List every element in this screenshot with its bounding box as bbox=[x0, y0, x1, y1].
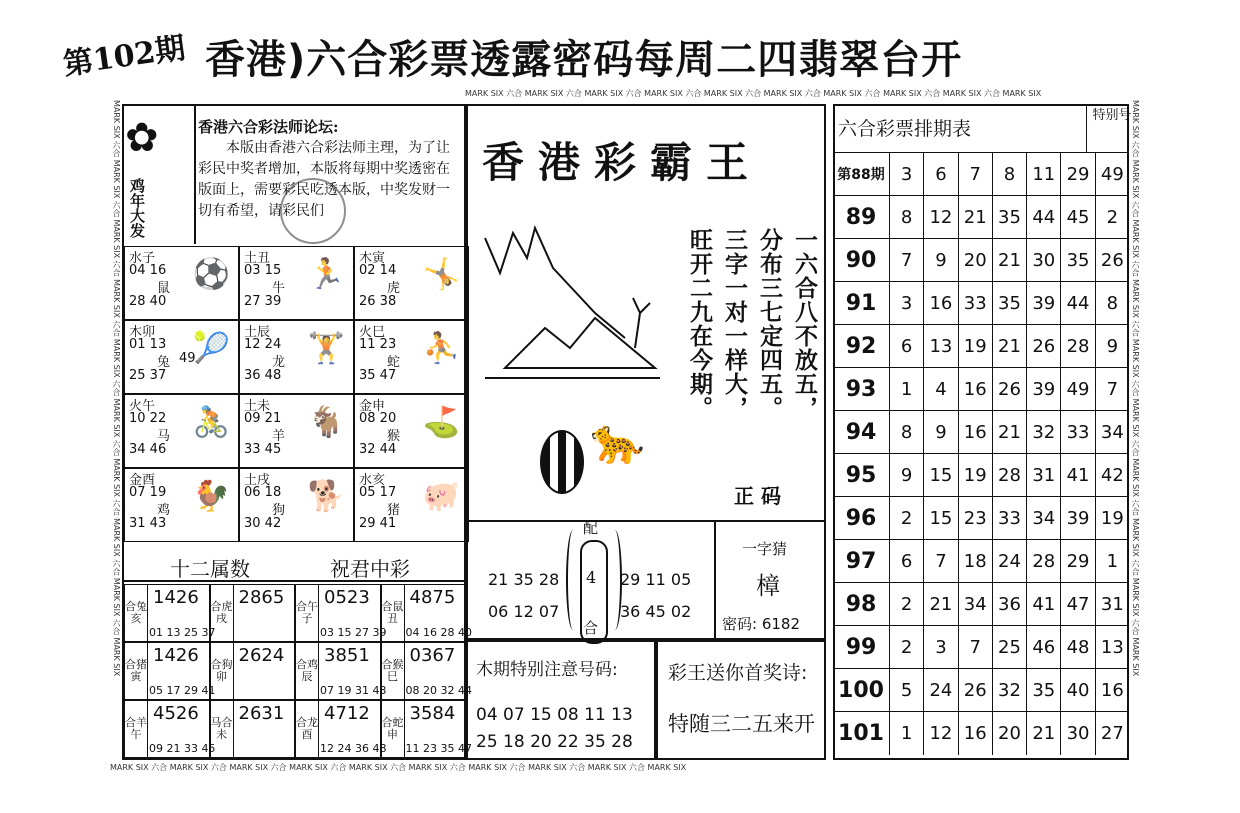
right-numbers-row: 36 45 02 bbox=[620, 602, 692, 621]
schedule-number: 33 bbox=[959, 282, 993, 325]
schedule-row bbox=[833, 238, 1129, 282]
schedule-number: 44 bbox=[1061, 282, 1095, 325]
schedule-number: 8 bbox=[890, 411, 924, 454]
combo-code: 4875 bbox=[409, 587, 456, 608]
flower-logo-icon: ✿ bbox=[125, 115, 159, 161]
schedule-number: 16 bbox=[959, 712, 993, 755]
schedule-number: 7 bbox=[1106, 378, 1119, 400]
zodiac-element: 土丑 bbox=[244, 251, 271, 266]
combo-label: 合蛇申 bbox=[382, 701, 405, 757]
zodiac-numbers-bottom: 35 47 bbox=[359, 368, 397, 383]
schedule-period: 94 bbox=[833, 411, 890, 454]
schedule-number: 49 bbox=[1061, 368, 1095, 411]
schedule-row bbox=[833, 582, 1129, 626]
zodiac-numbers-bottom: 29 41 bbox=[359, 516, 397, 531]
sport-figure-icon: 🐐 bbox=[307, 405, 345, 440]
schedule-row bbox=[833, 152, 1129, 196]
divider bbox=[1086, 104, 1087, 152]
schedule-period: 95 bbox=[833, 454, 890, 497]
schedule-number: 8 bbox=[1106, 292, 1119, 314]
combo-code: 2631 bbox=[238, 703, 285, 724]
schedule-period: 92 bbox=[833, 325, 890, 368]
schedule-number: 35 bbox=[993, 196, 1027, 239]
schedule-number: 39 bbox=[1027, 282, 1061, 325]
schedule-row bbox=[833, 539, 1129, 583]
schedule-row bbox=[833, 324, 1129, 368]
combo-cell bbox=[295, 584, 387, 642]
schedule-number: 19 bbox=[959, 454, 993, 497]
combo-code: 1426 bbox=[153, 645, 199, 666]
combo-numbers: 09 21 33 45 bbox=[149, 742, 216, 755]
schedule-number: 2 bbox=[890, 583, 924, 626]
combo-cell bbox=[210, 642, 296, 700]
zodiac-animal: 羊 bbox=[272, 429, 286, 444]
combo-numbers: 05 17 29 41 bbox=[149, 684, 216, 697]
poem-col-4: 旺开二九在今期。 bbox=[686, 228, 712, 420]
zodiac-cell bbox=[124, 320, 239, 394]
special-number-header: 特别号 bbox=[1092, 108, 1132, 123]
schedule-number: 35 bbox=[1061, 239, 1095, 282]
schedule-number: 49 bbox=[1100, 163, 1124, 185]
combo-code: 2624 bbox=[238, 645, 285, 666]
zodiac-cell bbox=[354, 320, 469, 394]
combo-cell bbox=[295, 642, 387, 700]
schedule-number: 13 bbox=[1100, 636, 1124, 658]
schedule-number: 13 bbox=[924, 325, 958, 368]
left-numbers-row: 21 35 28 bbox=[488, 570, 560, 589]
schedule-number: 23 bbox=[959, 497, 993, 540]
schedule-number: 40 bbox=[1061, 669, 1095, 712]
schedule-number: 34 bbox=[1100, 421, 1124, 443]
zodiac-numbers-bottom: 28 40 bbox=[129, 294, 167, 309]
mountain-drawing bbox=[475, 218, 665, 388]
schedule-number: 42 bbox=[1100, 464, 1124, 486]
zodiac-element: 水子 bbox=[129, 251, 156, 266]
schedule-number: 8 bbox=[993, 153, 1027, 196]
emblem-text: 鸡年大发 bbox=[128, 178, 146, 238]
schedule-number: 28 bbox=[993, 454, 1027, 497]
sport-figure-icon: 🐖 bbox=[422, 479, 460, 514]
zodiac-element: 水亥 bbox=[359, 473, 386, 488]
schedule-number: 30 bbox=[1027, 239, 1061, 282]
he-label: 合 bbox=[583, 619, 599, 637]
schedule-number: 26 bbox=[993, 368, 1027, 411]
combo-label: 马合未 bbox=[211, 701, 234, 757]
combo-code: 1426 bbox=[153, 587, 199, 608]
schedule-number: 24 bbox=[993, 540, 1027, 583]
schedule-number: 45 bbox=[1061, 196, 1095, 239]
combo-cell bbox=[381, 642, 472, 700]
schedule-number: 33 bbox=[993, 497, 1027, 540]
schedule-number: 16 bbox=[924, 282, 958, 325]
schedule-number: 18 bbox=[959, 540, 993, 583]
schedule-number: 9 bbox=[924, 239, 958, 282]
forum-title: 香港六合彩法师论坛: bbox=[198, 118, 339, 136]
schedule-number: 7 bbox=[959, 153, 993, 196]
combo-cell bbox=[381, 584, 472, 642]
schedule-number: 3 bbox=[924, 626, 958, 669]
zodiac-animal: 鸡 bbox=[157, 503, 171, 518]
combo-code: 4712 bbox=[324, 703, 370, 724]
zodiac-numbers-bottom: 33 45 bbox=[244, 442, 282, 457]
schedule-number: 21 bbox=[924, 583, 958, 626]
schedule-number: 11 bbox=[1027, 153, 1061, 196]
schedule-period: 101 bbox=[833, 712, 890, 755]
center-number: 4 bbox=[586, 568, 597, 587]
zodiac-animal: 牛 bbox=[272, 281, 286, 296]
combo-numbers: 01 13 25 37 bbox=[149, 626, 216, 639]
pei-label: 配 bbox=[583, 519, 599, 537]
zodiac-animal: 猪 bbox=[387, 503, 401, 518]
schedule-row bbox=[833, 410, 1129, 454]
combo-cell bbox=[295, 700, 387, 758]
sport-figure-icon: 🐕 bbox=[307, 479, 345, 514]
zodiac-numbers-bottom: 32 44 bbox=[359, 442, 397, 457]
zodiac-numbers-top: 10 22 bbox=[129, 411, 167, 426]
combo-code: 3851 bbox=[324, 645, 370, 666]
schedule-row bbox=[833, 625, 1129, 669]
attention-numbers: 04 07 15 08 11 13 25 18 20 22 35 28 bbox=[476, 705, 633, 752]
schedule-number: 26 bbox=[1027, 325, 1061, 368]
combo-cell bbox=[210, 584, 296, 642]
combo-cell bbox=[124, 584, 216, 642]
schedule-number: 16 bbox=[1100, 679, 1124, 701]
schedule-number: 7 bbox=[890, 239, 924, 282]
schedule-number: 12 bbox=[924, 712, 958, 755]
zodiac-numbers-top: 07 19 bbox=[129, 485, 167, 500]
combo-code: 0367 bbox=[409, 645, 456, 666]
left-numbers bbox=[488, 564, 559, 628]
combo-numbers: 03 15 27 39 bbox=[320, 626, 387, 639]
combo-code: 4526 bbox=[153, 703, 199, 724]
zodiac-numbers-top: 03 15 bbox=[244, 263, 282, 278]
schedule-row bbox=[833, 281, 1129, 325]
zodiac-element: 火午 bbox=[129, 399, 156, 414]
zodiac-cell bbox=[124, 468, 239, 542]
schedule-number: 47 bbox=[1061, 583, 1095, 626]
schedule-period: 100 bbox=[833, 669, 890, 712]
schedule-number: 34 bbox=[959, 583, 993, 626]
schedule-number: 1 bbox=[890, 368, 924, 411]
schedule-number: 9 bbox=[924, 411, 958, 454]
zhengma-label: 正 码 bbox=[734, 484, 781, 508]
schedule-row bbox=[833, 496, 1129, 540]
schedule-number: 48 bbox=[1061, 626, 1095, 669]
schedule-row bbox=[833, 367, 1129, 411]
schedule-number: 4 bbox=[924, 368, 958, 411]
combo-label: 合猴巳 bbox=[382, 643, 405, 699]
divider bbox=[714, 520, 716, 640]
schedule-number: 29 bbox=[1061, 153, 1095, 196]
poem-col-3: 三字一对一样大， bbox=[721, 228, 747, 420]
schedule-number: 26 bbox=[1100, 249, 1124, 271]
schedule-number: 19 bbox=[1100, 507, 1124, 529]
zodiac-numbers-top: 12 24 bbox=[244, 337, 282, 352]
zodiac-element: 土辰 bbox=[244, 325, 271, 340]
zodiac-cell bbox=[239, 320, 354, 394]
headline: 香港)六合彩票透露密码每周二四翡翠台开 bbox=[205, 37, 963, 83]
schedule-number: 1 bbox=[890, 712, 924, 755]
zodiac-numbers-bottom: 36 48 bbox=[244, 368, 282, 383]
guess-character: 樟 bbox=[756, 572, 780, 600]
schedule-number: 7 bbox=[924, 540, 958, 583]
combo-label: 合鸡辰 bbox=[296, 643, 319, 699]
combo-cell bbox=[210, 700, 296, 758]
schedule-number: 7 bbox=[959, 626, 993, 669]
sport-figure-icon: 🏃 bbox=[307, 257, 345, 292]
schedule-number: 25 bbox=[993, 626, 1027, 669]
schedule-period: 96 bbox=[833, 497, 890, 540]
schedule-number: 32 bbox=[1027, 411, 1061, 454]
schedule-number: 6 bbox=[924, 153, 958, 196]
schedule-period: 97 bbox=[833, 540, 890, 583]
right-numbers-row: 29 11 05 bbox=[620, 570, 692, 589]
schedule-row bbox=[833, 711, 1129, 755]
combo-label: 合午子 bbox=[296, 585, 319, 641]
forum-body: 本版由香港六合彩法师主理，为了让彩民中奖者增加，本版将每期中奖透密在版面上，需要彩民吃透本版，中奖发财一切有希望，请彩民们 bbox=[198, 140, 450, 219]
schedule-period: 91 bbox=[833, 282, 890, 325]
schedule-row bbox=[833, 195, 1129, 239]
schedule-number: 46 bbox=[1027, 626, 1061, 669]
attention-title: 木期特别注意号码: bbox=[476, 660, 618, 680]
schedule-number: 35 bbox=[1027, 669, 1061, 712]
zodiac-cell bbox=[124, 246, 239, 320]
schedule-period: 90 bbox=[833, 239, 890, 282]
sport-figure-icon: 🏋 bbox=[307, 331, 345, 366]
schedule-number: 30 bbox=[1061, 712, 1095, 755]
schedule-period: 89 bbox=[833, 196, 890, 239]
combo-cell bbox=[381, 700, 472, 758]
combo-numbers: 07 19 31 43 bbox=[320, 684, 387, 697]
schedule-row bbox=[833, 668, 1129, 712]
schedule-number: 20 bbox=[993, 712, 1027, 755]
brand-title: 香港彩霸王 bbox=[482, 138, 763, 187]
schedule-number: 29 bbox=[1061, 540, 1095, 583]
zodiac-animal: 兔 bbox=[157, 355, 171, 370]
combo-label: 合鼠丑 bbox=[382, 585, 405, 641]
marksix-strip-bottom: MARK SIX 六合 MARK SIX 六合 MARK SIX 六合 MARK SIX 六合 MARK SIX 六合 MARK SIX 六合 MARK SIX 六合 MARK SIX 六合 MARK SIX 六合 MARK SIX bbox=[110, 763, 687, 772]
zodiac-numbers-top: 11 23 bbox=[359, 337, 397, 352]
zodiac-animal: 猴 bbox=[387, 429, 401, 444]
zodiac-numbers-top: 05 17 bbox=[359, 485, 397, 500]
poem-body: 特随三二五来开 bbox=[668, 712, 815, 736]
schedule-number: 39 bbox=[1061, 497, 1095, 540]
schedule-number: 16 bbox=[959, 411, 993, 454]
zodiac-numbers-bottom: 31 43 bbox=[129, 516, 167, 531]
zodiac-animal: 虎 bbox=[387, 281, 401, 296]
zodiac-numbers-top: 02 14 bbox=[359, 263, 397, 278]
schedule-number: 32 bbox=[993, 669, 1027, 712]
schedule-number: 28 bbox=[1061, 325, 1095, 368]
seal-stamp-icon bbox=[280, 178, 346, 244]
schedule-number: 6 bbox=[890, 540, 924, 583]
combo-label: 合兔亥 bbox=[125, 585, 148, 641]
schedule-number: 41 bbox=[1027, 583, 1061, 626]
schedule-number: 5 bbox=[890, 669, 924, 712]
guess-title: 一字猜 bbox=[742, 540, 788, 558]
sport-figure-icon: 🚴 bbox=[192, 405, 230, 440]
zodiac-numbers-bottom: 26 38 bbox=[359, 294, 397, 309]
schedule-number: 9 bbox=[1106, 335, 1119, 357]
combo-label: 合猪寅 bbox=[125, 643, 148, 699]
zodiac-element: 火巳 bbox=[359, 325, 386, 340]
marksix-strip-right: MARK SIX 六合 MARK SIX 六合 MARK SIX 六合 MARK SIX 六合 MARK SIX 六合 MARK SIX 六合 MARK SIX 六合 MARK SIX 六合 MARK SIX 六合 MARK SIX bbox=[1131, 100, 1140, 677]
zodiac-numbers-top: 01 13 bbox=[129, 337, 167, 352]
combo-label: 合羊午 bbox=[125, 701, 148, 757]
combo-label: 合狗卯 bbox=[211, 643, 234, 699]
combo-numbers: 08 20 32 44 bbox=[405, 684, 472, 697]
schedule-number: 15 bbox=[924, 497, 958, 540]
zodiac-element: 土戌 bbox=[244, 473, 271, 488]
bracket-left bbox=[566, 530, 580, 630]
combo-numbers: 04 16 28 40 bbox=[405, 626, 472, 639]
schedule-period: 第88期 bbox=[833, 153, 890, 196]
schedule-number: 15 bbox=[924, 454, 958, 497]
combo-cell bbox=[124, 700, 216, 758]
schedule-number: 24 bbox=[924, 669, 958, 712]
zodiac-cell bbox=[239, 246, 354, 320]
divider bbox=[194, 104, 196, 244]
zodiac-numbers-top: 04 16 bbox=[129, 263, 167, 278]
schedule-number: 19 bbox=[959, 325, 993, 368]
schedule-number: 12 bbox=[924, 196, 958, 239]
zodiac-cell bbox=[354, 246, 469, 320]
combo-code: 3584 bbox=[409, 703, 456, 724]
schedule-number: 21 bbox=[993, 411, 1027, 454]
sport-figure-icon: 🐓 bbox=[192, 479, 230, 514]
zodiac-numbers-bottom: 25 37 bbox=[129, 368, 167, 383]
schedule-number: 16 bbox=[959, 368, 993, 411]
schedule-number: 21 bbox=[993, 239, 1027, 282]
schedule-row bbox=[833, 453, 1129, 497]
schedule-number: 44 bbox=[1027, 196, 1061, 239]
zodiac-element: 木寅 bbox=[359, 251, 386, 266]
left-numbers-row: 06 12 07 bbox=[488, 602, 560, 621]
schedule-number: 2 bbox=[1106, 206, 1119, 228]
schedule-period: 98 bbox=[833, 583, 890, 626]
schedule-number: 34 bbox=[1027, 497, 1061, 540]
schedule-title: 六合彩票排期表 bbox=[838, 118, 972, 140]
zodiac-caption-right: 祝君中彩 bbox=[330, 557, 410, 581]
combo-code: 0523 bbox=[324, 587, 370, 608]
zodiac-cell bbox=[354, 394, 469, 468]
right-numbers bbox=[620, 564, 691, 628]
schedule-number: 21 bbox=[959, 196, 993, 239]
zodiac-element: 金申 bbox=[359, 399, 386, 414]
schedule-number: 1 bbox=[1106, 550, 1119, 572]
zodiac-extra: 49 bbox=[179, 351, 196, 366]
schedule-period: 99 bbox=[833, 626, 890, 669]
sport-figure-icon: ⛳ bbox=[422, 405, 460, 440]
zodiac-cell bbox=[354, 468, 469, 542]
zodiac-caption-left: 十二属数 bbox=[170, 557, 250, 581]
schedule-number: 2 bbox=[890, 626, 924, 669]
zodiac-animal: 蛇 bbox=[387, 355, 401, 370]
schedule-number: 2 bbox=[890, 497, 924, 540]
sport-figure-icon: ⛹ bbox=[422, 331, 460, 366]
zodiac-numbers-top: 06 18 bbox=[244, 485, 282, 500]
schedule-number: 39 bbox=[1027, 368, 1061, 411]
combo-cell bbox=[124, 642, 216, 700]
zodiac-animal: 鼠 bbox=[157, 281, 171, 296]
password-code: 密码: 6182 bbox=[722, 615, 800, 633]
schedule-number: 21 bbox=[993, 325, 1027, 368]
schedule-number: 31 bbox=[1027, 454, 1061, 497]
zodiac-element: 土未 bbox=[244, 399, 271, 414]
schedule-number: 28 bbox=[1027, 540, 1061, 583]
sport-figure-icon: ⚽ bbox=[192, 257, 230, 292]
schedule-number: 31 bbox=[1100, 593, 1124, 615]
zodiac-numbers-bottom: 34 46 bbox=[129, 442, 167, 457]
zodiac-animal: 马 bbox=[157, 429, 171, 444]
zodiac-numbers-top: 09 21 bbox=[244, 411, 282, 426]
schedule-period: 93 bbox=[833, 368, 890, 411]
zodiac-element: 金酉 bbox=[129, 473, 156, 488]
schedule-number: 3 bbox=[890, 282, 924, 325]
zodiac-numbers-top: 08 20 bbox=[359, 411, 397, 426]
schedule-number: 26 bbox=[959, 669, 993, 712]
combo-numbers: 11 23 35 47 bbox=[405, 742, 472, 755]
schedule-number: 9 bbox=[890, 454, 924, 497]
schedule-number: 8 bbox=[890, 196, 924, 239]
poem-col-1: 一六合八不放五， bbox=[791, 228, 817, 420]
schedule-number: 3 bbox=[890, 153, 924, 196]
marksix-strip-left: MARK SIX 六合 MARK SIX 六合 MARK SIX 六合 MARK SIX 六合 MARK SIX 六合 MARK SIX 六合 MARK SIX 六合 MARK SIX 六合 MARK SIX 六合 MARK SIX bbox=[112, 100, 121, 677]
schedule-number: 27 bbox=[1100, 722, 1124, 744]
ball-icon bbox=[540, 430, 584, 494]
combo-label: 合虎戌 bbox=[211, 585, 234, 641]
sport-figure-icon: 🤸 bbox=[422, 257, 460, 292]
zodiac-animal: 狗 bbox=[272, 503, 286, 518]
schedule-number: 33 bbox=[1061, 411, 1095, 454]
combo-label: 合龙酉 bbox=[296, 701, 319, 757]
zodiac-animal: 龙 bbox=[272, 355, 286, 370]
schedule-number: 20 bbox=[959, 239, 993, 282]
combo-code: 2865 bbox=[238, 587, 285, 608]
issue-number: 第102期 bbox=[61, 30, 188, 83]
schedule-number: 36 bbox=[993, 583, 1027, 626]
poem-title: 彩王送你首奖诗: bbox=[668, 662, 808, 684]
zodiac-element: 木卯 bbox=[129, 325, 156, 340]
zodiac-numbers-bottom: 30 42 bbox=[244, 516, 282, 531]
poem-col-2: 分布三七定四五。 bbox=[756, 228, 782, 420]
leopard-icon: 🐆 bbox=[590, 416, 645, 467]
zodiac-numbers-bottom: 27 39 bbox=[244, 294, 282, 309]
schedule-number: 6 bbox=[890, 325, 924, 368]
schedule-number: 21 bbox=[1027, 712, 1061, 755]
combo-numbers: 12 24 36 48 bbox=[320, 742, 387, 755]
zodiac-cell bbox=[239, 394, 354, 468]
schedule-number: 41 bbox=[1061, 454, 1095, 497]
zodiac-cell bbox=[239, 468, 354, 542]
sport-figure-icon: 🎾 bbox=[192, 331, 230, 366]
zodiac-cell bbox=[124, 394, 239, 468]
marksix-strip-top: MARK SIX 六合 MARK SIX 六合 MARK SIX 六合 MARK SIX 六合 MARK SIX 六合 MARK SIX 六合 MARK SIX 六合 MARK SIX 六合 MARK SIX 六合 MARK SIX bbox=[465, 89, 1042, 98]
schedule-number: 35 bbox=[993, 282, 1027, 325]
